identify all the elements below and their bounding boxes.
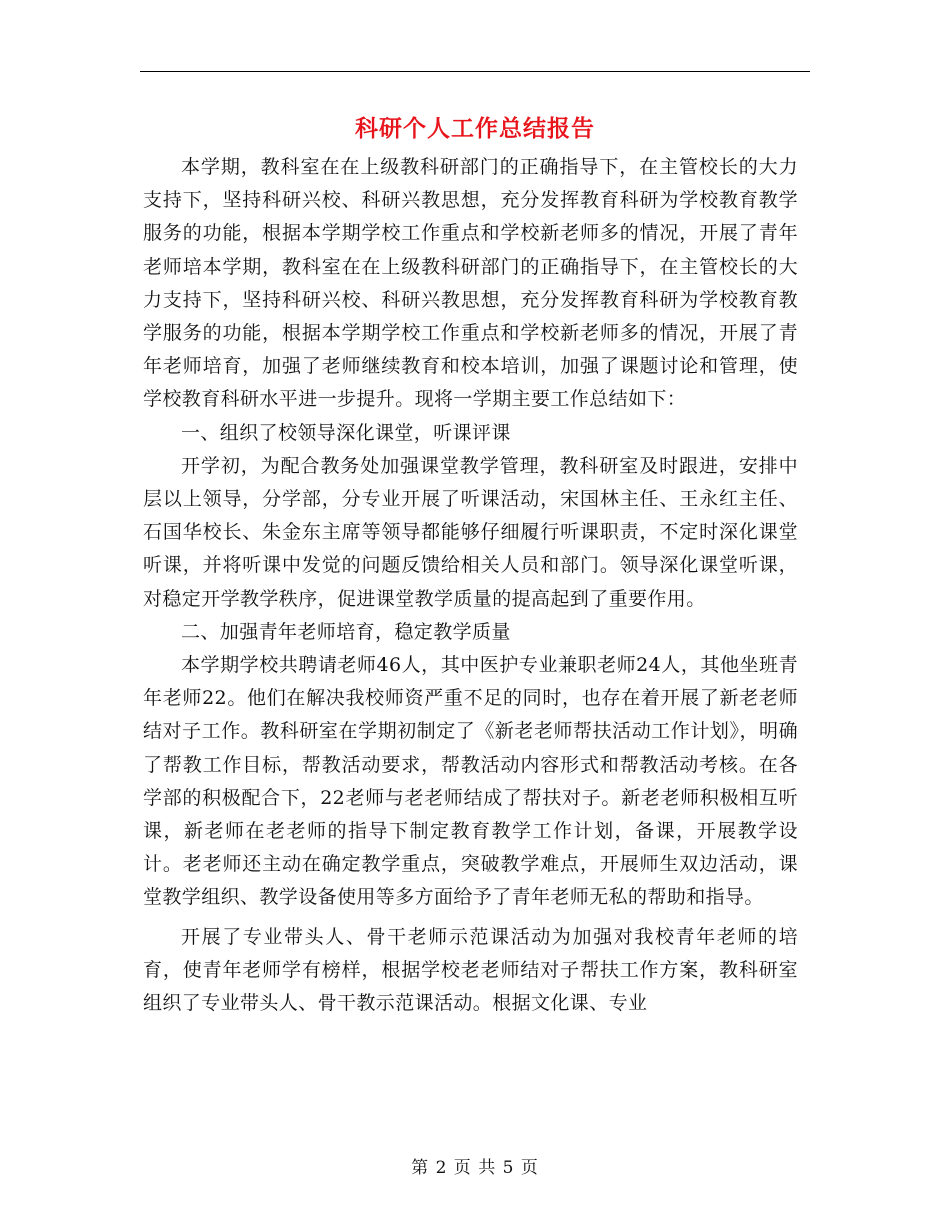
section-2-paragraph-continued: 开展了专业带头人、骨干老师示范课活动为加强对我校青年老师的培育，使青年老师学有榜样，根据学校老老师结对子帮扶工作方案，教科研室组织了专业带头人、骨干教示范课活动。根据文化课、专业: [143, 925, 798, 1015]
intro-paragraph: 本学期，教科室在在上级教科研部门的正确指导下，在主管校长的大力支持下，坚持科研兴校、科研兴教思想，充分发挥教育科研为学校教育教学服务的功能，根据本学期学校工作重点和学校新老师多的情况，开展了青年老师培本学期，教科室在在上级教科研部门的正确指导下，在主管校长的大力支持下，坚持科研兴校、科研兴教思想，充分发挥教育科研为学校教育教学服务的功能，根据本学期学校工作重点和学校新老师多的情况，开展了青年老师培育，加强了老师继续教育和校本培训，加强了课题讨论和管理，使学校教育科研水平进一步提升。现将一学期主要工作总结如下：: [143, 156, 798, 411]
document-title: 科研个人工作总结报告: [355, 115, 595, 142]
section-1-paragraph: 开学初，为配合教务处加强课堂教学管理，教科研室及时跟进，安排中层以上领导，分学部，分专业开展了听课活动，宋国林主任、王永红主任、石国华校长、朱金东主席等领导都能够仔细履行听课职责，不定时深化课堂听课，并将听课中发觉的问题反馈给相关人员和部门。领导深化课堂听课，对稳定开学教学秩序，促进课堂教学质量的提高起到了重要作用。: [143, 454, 798, 610]
section-2-paragraph: 本学期学校共聘请老师46人，其中医护专业兼职老师24人，其他坐班青年老师22。他们在解决我校师资严重不足的同时，也存在着开展了新老老师结对子工作。教科研室在学期初制定了《新老老师帮扶活动工作计划》，明确了帮教工作目标，帮教活动要求，帮教活动内容形式和帮教活动考核。在各学部的积极配合下，22老师与老老师结成了帮扶对子。新老老师积极相互听课，新老师在老老师的指导下制定教育教学工作计划，备课，开展教学设计。老老师还主动在确定教学重点，突破教学难点，开展师生双边活动，课堂教学组织、教学设备使用等多方面给予了青年老师无私的帮助和指导。: [143, 654, 798, 909]
page-footer: 第 2 页 共 5 页: [411, 1158, 539, 1178]
section-heading-1: 一、组织了校领导深化课堂，听课评课: [181, 421, 511, 444]
document-body: [143, 151, 798, 1020]
section-heading-2: 二、加强青年老师培育，稳定教学质量: [181, 620, 511, 643]
header-rule: [140, 71, 810, 72]
